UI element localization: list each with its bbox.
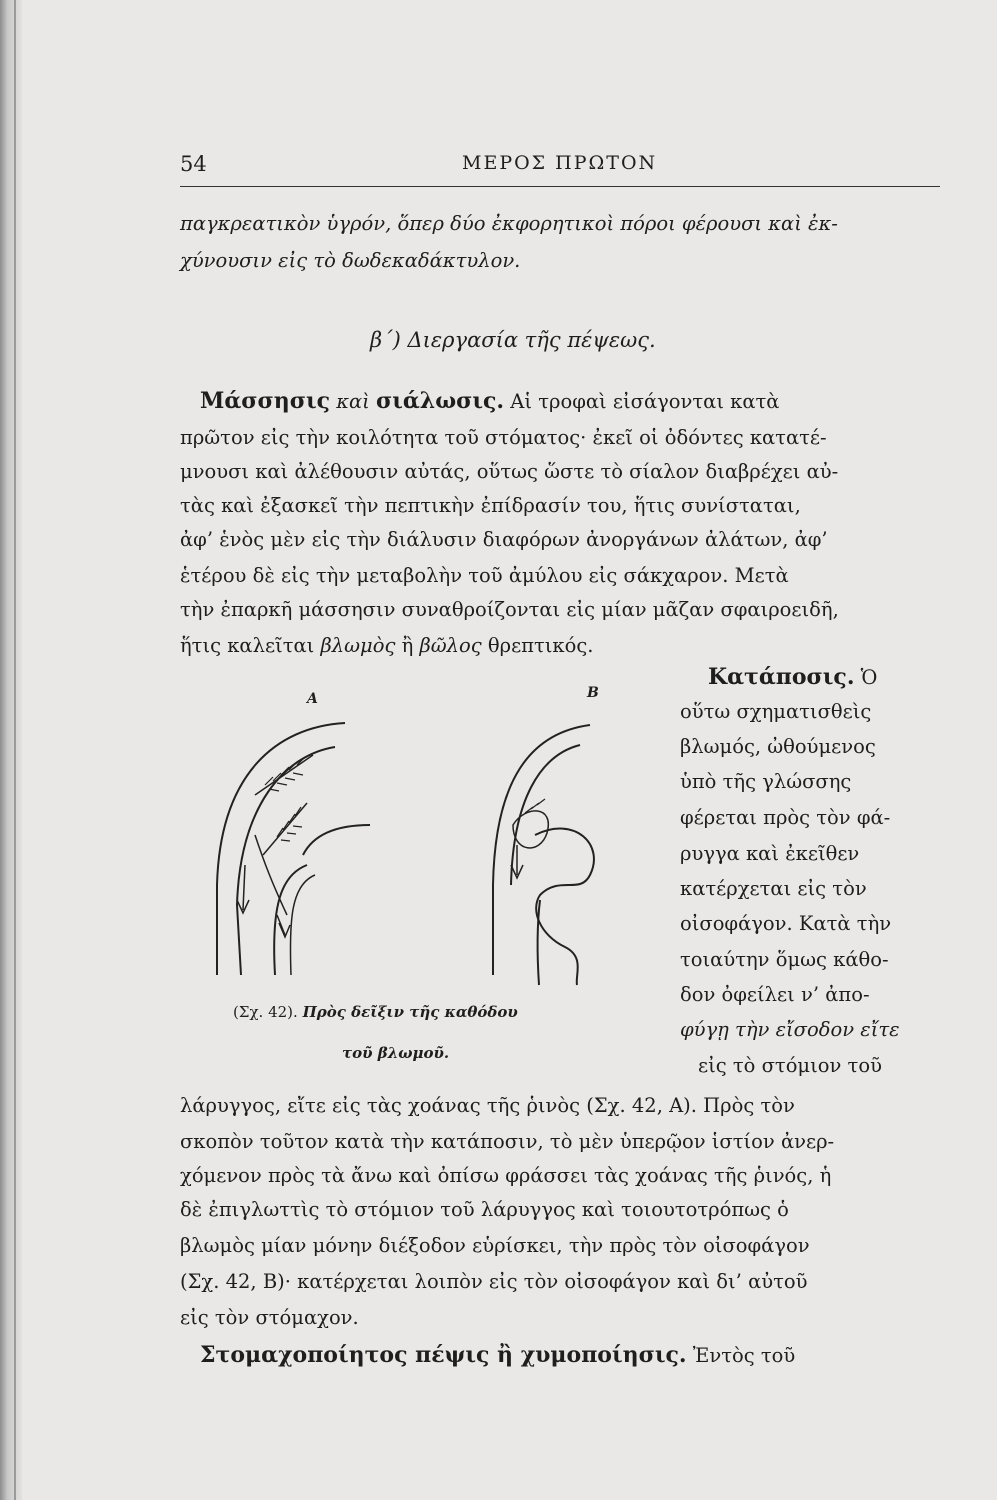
kataposis-full-6: (Σχ. 42, Β)· κατέρχεται λοιπὸν εἰς τὸν οἰσοφάγον καὶ δι’ αὐτοῦ (180, 1270, 808, 1293)
arrow-down-a-2 (277, 915, 290, 937)
kataposis-side-11: εἰς τὸ στόμιον τοῦ (698, 1054, 882, 1077)
masesis-line-1-rest: Αἱ τροφαὶ εἰσάγονται κατὰ (510, 390, 780, 413)
intro-line-1: παγκρεατικὸν ὑγρόν, ὅπερ δύο ἐκφορητικοὶ πόροι φέρουσι καὶ ἐκ- (180, 212, 838, 235)
term-blomos: βλωμὸς (320, 634, 396, 657)
inner-curve-a (237, 747, 335, 975)
wheat-stalk-1 (255, 755, 313, 795)
kataposis-side-7: οἰσοφάγον. Κατὰ τὴν (680, 912, 892, 935)
masesis-line-3: μνουσι καὶ ἀλέθουσιν αὐτάς, οὕτως ὥστε τὸ σίαλον διαβρέχει αὐ- (180, 460, 839, 483)
header-rule (180, 186, 940, 187)
kataposis-lead-line (708, 664, 877, 690)
swallowing-diagram (195, 685, 645, 995)
tongue-b (535, 829, 594, 985)
figure-label-b: Β (587, 685, 599, 701)
last-paragraph-line (200, 1342, 795, 1368)
intro-line-2: χύνουσιν εἰς τὸ δωδεκαδάκτυλον. (180, 249, 521, 272)
figure-caption-line-2: τοῦ βλωμοῦ. (342, 1044, 450, 1062)
masesis-line-6: ἑτέρου δὲ εἰς τὴν μεταβολὴν τοῦ ἀμύλου εἰς σάκχαρον. Μετὰ (180, 564, 789, 587)
kataposis-side-4: φέρεται πρὸς τὸν φά- (680, 806, 891, 829)
kataposis-side-3: ὑπὸ τῆς γλώσσης (680, 770, 852, 793)
term-volos: βῶλος (419, 634, 482, 657)
kataposis-side-10: φύγῃ τὴν εἴσοδον εἴτε (680, 1018, 900, 1041)
last-lead: Στομαχοποίητος πέψις ἢ χυμοποίησις. (200, 1342, 687, 1368)
bolus-path-a (255, 835, 287, 915)
masesis-kai: καὶ (336, 390, 370, 413)
page-header (180, 148, 940, 188)
page-number: 54 (180, 152, 207, 176)
caption-number: (Σχ. 42). (233, 1003, 298, 1021)
last-rest: Ἐντὸς τοῦ (686, 1344, 796, 1367)
masesis-line-4: τὰς καὶ ἐξασκεῖ τὴν πεπτικὴν ἐπίδρασίν του, ἥτις συνίσταται, (180, 494, 801, 517)
kataposis-side-9: δον ὀφείλει ν’ ἀπο- (680, 983, 870, 1006)
tongue-curve-a (303, 825, 370, 855)
palate-curve-a (217, 723, 345, 975)
kataposis-side-6: κατέρχεται εἰς τὸν (680, 877, 867, 900)
page-binding-edge (0, 0, 22, 1500)
running-title: ΜΕΡΟΣ ΠΡΩΤΟΝ (462, 152, 658, 174)
figure-label-a: Α (307, 691, 318, 707)
masesis-line-8 (180, 634, 593, 657)
masesis-line-8-c: ἢ (395, 634, 420, 657)
wheat-stalk-2 (263, 803, 307, 855)
kataposis-side-1: οὕτω σχηματισθεὶς (680, 700, 872, 723)
figure-42 (195, 685, 645, 1021)
kataposis-full-3: χόμενον πρὸς τὰ ἄνω καὶ ὀπίσω φράσσει τὰς χοάνας τῆς ῥινός, ἡ (180, 1164, 832, 1187)
kataposis-full-7: εἰς τὸν στόμαχον. (180, 1306, 359, 1329)
pharynx-a (290, 875, 315, 975)
kataposis-full-2: σκοπὸν τοῦτον κατὰ τὴν κατάποσιν, τὸ μὲν ὑπερῷον ἱστίον ἀνερ- (180, 1130, 835, 1153)
masesis-line-5: ἀφ’ ἑνὸς μὲν εἰς τὴν διάλυσιν διαφόρων ἀνοργάνων ἀλάτων, ἀφ’ (180, 528, 828, 551)
palate-curve-b (493, 725, 590, 975)
masesis-line-8-a: ἥτις καλεῖται (180, 634, 321, 657)
kataposis-full-4: δὲ ἐπιγλωττὶς τὸ στόμιον τοῦ λάρυγγος καὶ τοιουτοτρόπως ὁ (180, 1198, 789, 1221)
kataposis-lead: Κατάποσις. (708, 664, 855, 690)
bolus-b (513, 811, 548, 848)
masesis-lead: Μάσσησις (200, 388, 330, 414)
figure-caption-line-1 (233, 1003, 518, 1021)
kataposis-side-8: τοιαύτην ὅμως κάθο- (680, 948, 889, 971)
masesis-line-8-e: θρεπτικός. (481, 634, 594, 657)
masesis-line-2: πρῶτον εἰς τὴν κοιλότητα τοῦ στόματος· ἐκεῖ οἱ ὀδόντες κατατέ- (180, 426, 827, 449)
section-heading: β΄) Διεργασία τῆς πέψεως. (370, 328, 656, 352)
epiglottis-b (538, 900, 540, 985)
kataposis-full-1: λάρυγγος, εἴτε εἰς τὰς χοάνας τῆς ῥινὸς (Σχ. 42, Α). Πρὸς τὸν (180, 1094, 795, 1117)
masesis-lead-2: σιάλωσις. (376, 388, 505, 414)
kataposis-full-5: βλωμὸς μίαν μόνην διέξοδον εὑρίσκει, τὴν πρὸς τὸν οἰσοφάγον (180, 1234, 810, 1257)
kataposis-lead-rest: Ὁ (854, 666, 878, 689)
masesis-line-7: τὴν ἐπαρκῆ μάσσησιν συναθροίζονται εἰς μίαν μᾶζαν σφαιροειδῆ, (180, 598, 839, 621)
masesis-line-1 (200, 388, 779, 414)
kataposis-side-5: ρυγγα καὶ ἐκεῖθεν (680, 842, 860, 865)
kataposis-side-2: βλωμός, ὠθούμενος (680, 735, 876, 758)
caption-text-1: Πρὸς δεῖξιν τῆς καθόδου (302, 1003, 518, 1021)
